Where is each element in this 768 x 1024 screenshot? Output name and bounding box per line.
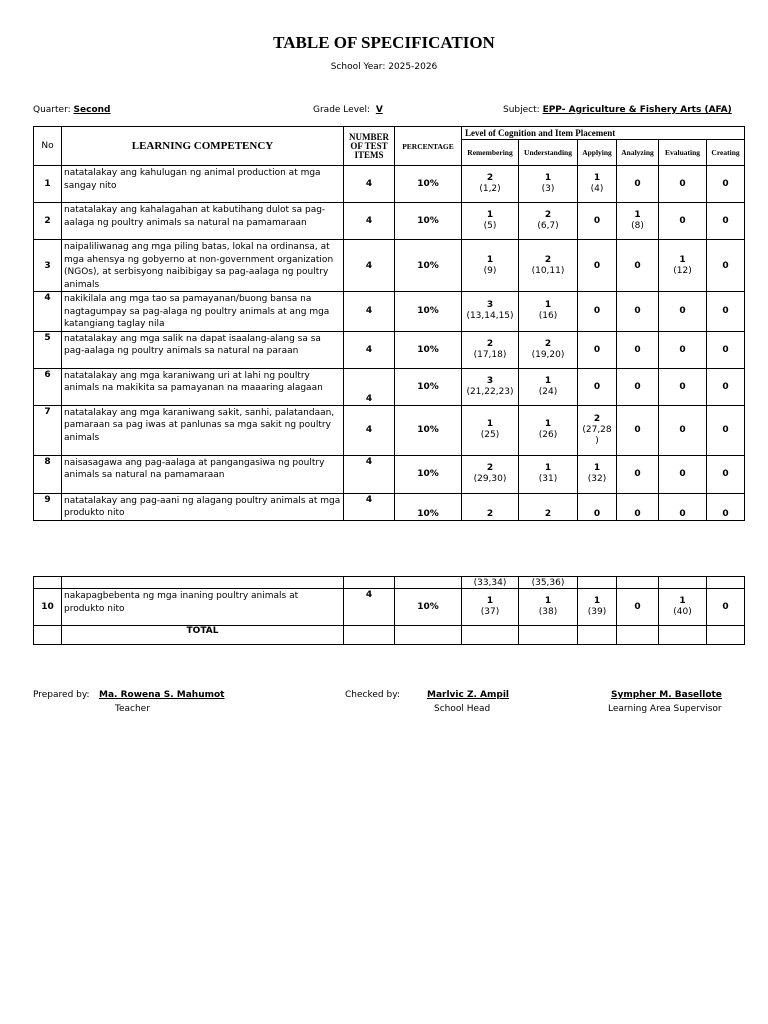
- header-learning-competency: LEARNING COMPETENCY: [62, 127, 344, 166]
- prepared-by-name: Ma. Rowena S. Mahumot: [99, 690, 225, 700]
- cell-no: 5: [34, 331, 62, 368]
- cell-competency: natatalakay ang kahulugan ng animal production at mga sangay nito: [62, 166, 344, 203]
- table-row: [34, 166, 745, 203]
- grade-value: V: [375, 105, 383, 115]
- cell-applying: 0: [578, 331, 617, 368]
- cell-applying: 1 (39): [578, 589, 617, 626]
- header-remembering: Remembering: [462, 140, 519, 166]
- cell-applying: 0: [578, 368, 617, 405]
- cell-applying: 1 (4): [578, 166, 617, 203]
- cell-remembering-items: (33,34): [462, 577, 519, 589]
- cell-understanding: 1 (26): [519, 405, 578, 455]
- cell-percentage: 10%: [395, 405, 462, 455]
- checked-by-role: School Head: [434, 704, 491, 714]
- document-title: TABLE OF SPECIFICATION: [273, 33, 495, 52]
- quarter-value: Second: [73, 105, 111, 115]
- cell-applying: 0: [578, 493, 617, 520]
- cell-evaluating: 0: [659, 203, 707, 240]
- header-creating: Creating: [707, 140, 745, 166]
- header-level-of-cognition: Level of Cognition and Item Placement: [462, 127, 745, 140]
- table-row: [34, 203, 745, 240]
- table-row: [34, 368, 745, 405]
- table-row-total: [34, 626, 745, 645]
- cell-no: 3: [34, 240, 62, 292]
- cell-items: 4: [344, 240, 395, 292]
- cell-understanding: 2 (10,11): [519, 240, 578, 292]
- cell-items: 4: [344, 589, 395, 626]
- cell-evaluating: 0: [659, 405, 707, 455]
- cell-evaluating: 1 (12): [659, 240, 707, 292]
- cell-percentage: 10%: [395, 166, 462, 203]
- cell-applying: 0: [578, 292, 617, 332]
- cell-analyzing: 0: [617, 166, 659, 203]
- subject-field: [503, 105, 732, 115]
- cell-understanding: 1 (16): [519, 292, 578, 332]
- cell-analyzing: 0: [617, 368, 659, 405]
- cell-remembering: 3 (21,22,23): [462, 368, 519, 405]
- header-percentage: PERCENTAGE: [395, 127, 462, 166]
- school-year: School Year: 2025-2026: [330, 62, 438, 72]
- cell-evaluating: 0: [659, 292, 707, 332]
- cell-competency: naipaliliwanag ang mga piling batas, lokal na ordinansa, at mga ahensya ng gobyerno at non-government organization (NGOs), at serbisyong naibibigay sa pag-aalaga ng poultry animals: [62, 240, 344, 292]
- header-applying: Applying: [578, 140, 617, 166]
- specification-table-continued: [33, 576, 745, 645]
- cell-understanding: 2 (6,7): [519, 203, 578, 240]
- cell-no: 4: [34, 292, 62, 332]
- cell-evaluating: 0: [659, 368, 707, 405]
- cell-items: 4: [344, 455, 395, 493]
- prepared-by-role: Teacher: [115, 704, 150, 714]
- cell-applying: 1 (32): [578, 455, 617, 493]
- cell-competency: natatalakay ang mga karaniwang uri at lahi ng poultry animals na makikita sa pamayanan na maaaring alagaan: [62, 368, 344, 405]
- cell-creating: 0: [707, 493, 745, 520]
- cell-creating: 0: [707, 405, 745, 455]
- cell-creating: 0: [707, 455, 745, 493]
- table-row: [34, 589, 745, 626]
- cell-percentage: 10%: [395, 292, 462, 332]
- cell-remembering: 2 (1,2): [462, 166, 519, 203]
- cell-understanding-items: (35,36): [519, 577, 578, 589]
- cell-no: 7: [34, 405, 62, 455]
- total-label: TOTAL: [62, 626, 344, 645]
- cell-analyzing: 0: [617, 455, 659, 493]
- cell-competency: natatalakay ang mga salik na dapat isaalang-alang sa sa pag-aalaga ng poultry animals sa natural na paraan: [62, 331, 344, 368]
- cell-no: 10: [34, 589, 62, 626]
- cell-competency: natatalakay ang kahalagahan at kabutihang dulot sa pag-aalaga ng poultry animals sa natural na pamamaraan: [62, 203, 344, 240]
- cell-no: 1: [34, 166, 62, 203]
- cell-creating: 0: [707, 203, 745, 240]
- cell-remembering: 3 (13,14,15): [462, 292, 519, 332]
- cell-competency: nakapagbebenta ng mga inaning poultry animals at produkto nito: [62, 589, 344, 626]
- cell-applying: 0: [578, 203, 617, 240]
- cell-analyzing: 0: [617, 589, 659, 626]
- cell-analyzing: 0: [617, 292, 659, 332]
- specification-table: [33, 126, 745, 521]
- cell-applying: 0: [578, 240, 617, 292]
- cell-analyzing: 0: [617, 405, 659, 455]
- table-row: [34, 240, 745, 292]
- cell-percentage: 10%: [395, 493, 462, 520]
- cell-competency: naisasagawa ang pag-aalaga at pangangasiwa ng poultry animals sa natural na pamamaraan: [62, 455, 344, 493]
- grade-label: Grade Level:: [313, 105, 371, 115]
- table-row: [34, 292, 745, 332]
- cell-creating: 0: [707, 166, 745, 203]
- cell-remembering: 1 (37): [462, 589, 519, 626]
- header-number-of-items: NUMBER OF TEST ITEMS: [344, 127, 395, 166]
- prepared-by-label: Prepared by:: [33, 690, 90, 700]
- table-row: [34, 493, 745, 520]
- table-row: [34, 405, 745, 455]
- checked-by-name: Marlvic Z. Ampil: [427, 690, 510, 700]
- cell-understanding: 2: [519, 493, 578, 520]
- cell-understanding: 2 (19,20): [519, 331, 578, 368]
- cell-items: 4: [344, 331, 395, 368]
- cell-no: 2: [34, 203, 62, 240]
- grade-level-field: [313, 105, 383, 115]
- cell-remembering: 1 (5): [462, 203, 519, 240]
- cell-remembering: 2: [462, 493, 519, 520]
- cell-no: 8: [34, 455, 62, 493]
- cell-items: 4: [344, 493, 395, 520]
- header-evaluating: Evaluating: [659, 140, 707, 166]
- cell-no: 6: [34, 368, 62, 405]
- cell-evaluating: 0: [659, 166, 707, 203]
- table-row: [34, 331, 745, 368]
- cell-percentage: 10%: [395, 331, 462, 368]
- cell-analyzing: 1 (8): [617, 203, 659, 240]
- cell-items: 4: [344, 166, 395, 203]
- cell-understanding: 1 (3): [519, 166, 578, 203]
- cell-creating: 0: [707, 292, 745, 332]
- cell-analyzing: 0: [617, 240, 659, 292]
- cell-evaluating: 1 (40): [659, 589, 707, 626]
- cell-understanding: 1 (24): [519, 368, 578, 405]
- header-no: No: [34, 127, 62, 166]
- cell-percentage: 10%: [395, 368, 462, 405]
- cell-percentage: 10%: [395, 203, 462, 240]
- cell-analyzing: 0: [617, 331, 659, 368]
- checked-by-label: Checked by:: [345, 690, 400, 700]
- quarter-field: [33, 105, 111, 115]
- quarter-label: Quarter:: [33, 105, 71, 115]
- table-row-continuation: [34, 577, 745, 589]
- cell-percentage: 10%: [395, 455, 462, 493]
- cell-analyzing: 0: [617, 493, 659, 520]
- cell-percentage: 10%: [395, 589, 462, 626]
- cell-items: 4: [344, 292, 395, 332]
- cell-competency: nakikilala ang mga tao sa pamayanan/buong bansa na nagtagumpay sa pag-alaga ng poultry animals at ang mga katangiang taglay nila: [62, 292, 344, 332]
- supervisor-role: Learning Area Supervisor: [608, 704, 722, 714]
- cell-evaluating: 0: [659, 331, 707, 368]
- cell-creating: 0: [707, 331, 745, 368]
- cell-applying: 2 (27,28 ): [578, 405, 617, 455]
- header-understanding: Understanding: [519, 140, 578, 166]
- cell-competency: natatalakay ang pag-aani ng alagang poultry animals at mga produkto nito: [62, 493, 344, 520]
- cell-evaluating: 0: [659, 455, 707, 493]
- cell-items: 4: [344, 405, 395, 455]
- cell-remembering: 2 (17,18): [462, 331, 519, 368]
- header-analyzing: Analyzing: [617, 140, 659, 166]
- subject-label: Subject:: [503, 105, 540, 115]
- table-row: [34, 455, 745, 493]
- cell-no: 9: [34, 493, 62, 520]
- cell-competency: natatalakay ang mga karaniwang sakit, sanhi, palatandaan, pamaraan sa pag iwas at panlunas sa mga sakit ng poultry animals: [62, 405, 344, 455]
- cell-percentage: 10%: [395, 240, 462, 292]
- cell-items: 4: [344, 368, 395, 405]
- cell-understanding: 1 (31): [519, 455, 578, 493]
- subject-value: EPP- Agriculture & Fishery Arts (AFA): [542, 105, 732, 115]
- cell-remembering: 1 (9): [462, 240, 519, 292]
- cell-evaluating: 0: [659, 493, 707, 520]
- cell-creating: 0: [707, 368, 745, 405]
- cell-remembering: 1 (25): [462, 405, 519, 455]
- supervisor-name: Sympher M. Basellote: [611, 690, 722, 700]
- cell-items: 4: [344, 203, 395, 240]
- cell-creating: 0: [707, 589, 745, 626]
- cell-understanding: 1 (38): [519, 589, 578, 626]
- cell-creating: 0: [707, 240, 745, 292]
- cell-remembering: 2 (29,30): [462, 455, 519, 493]
